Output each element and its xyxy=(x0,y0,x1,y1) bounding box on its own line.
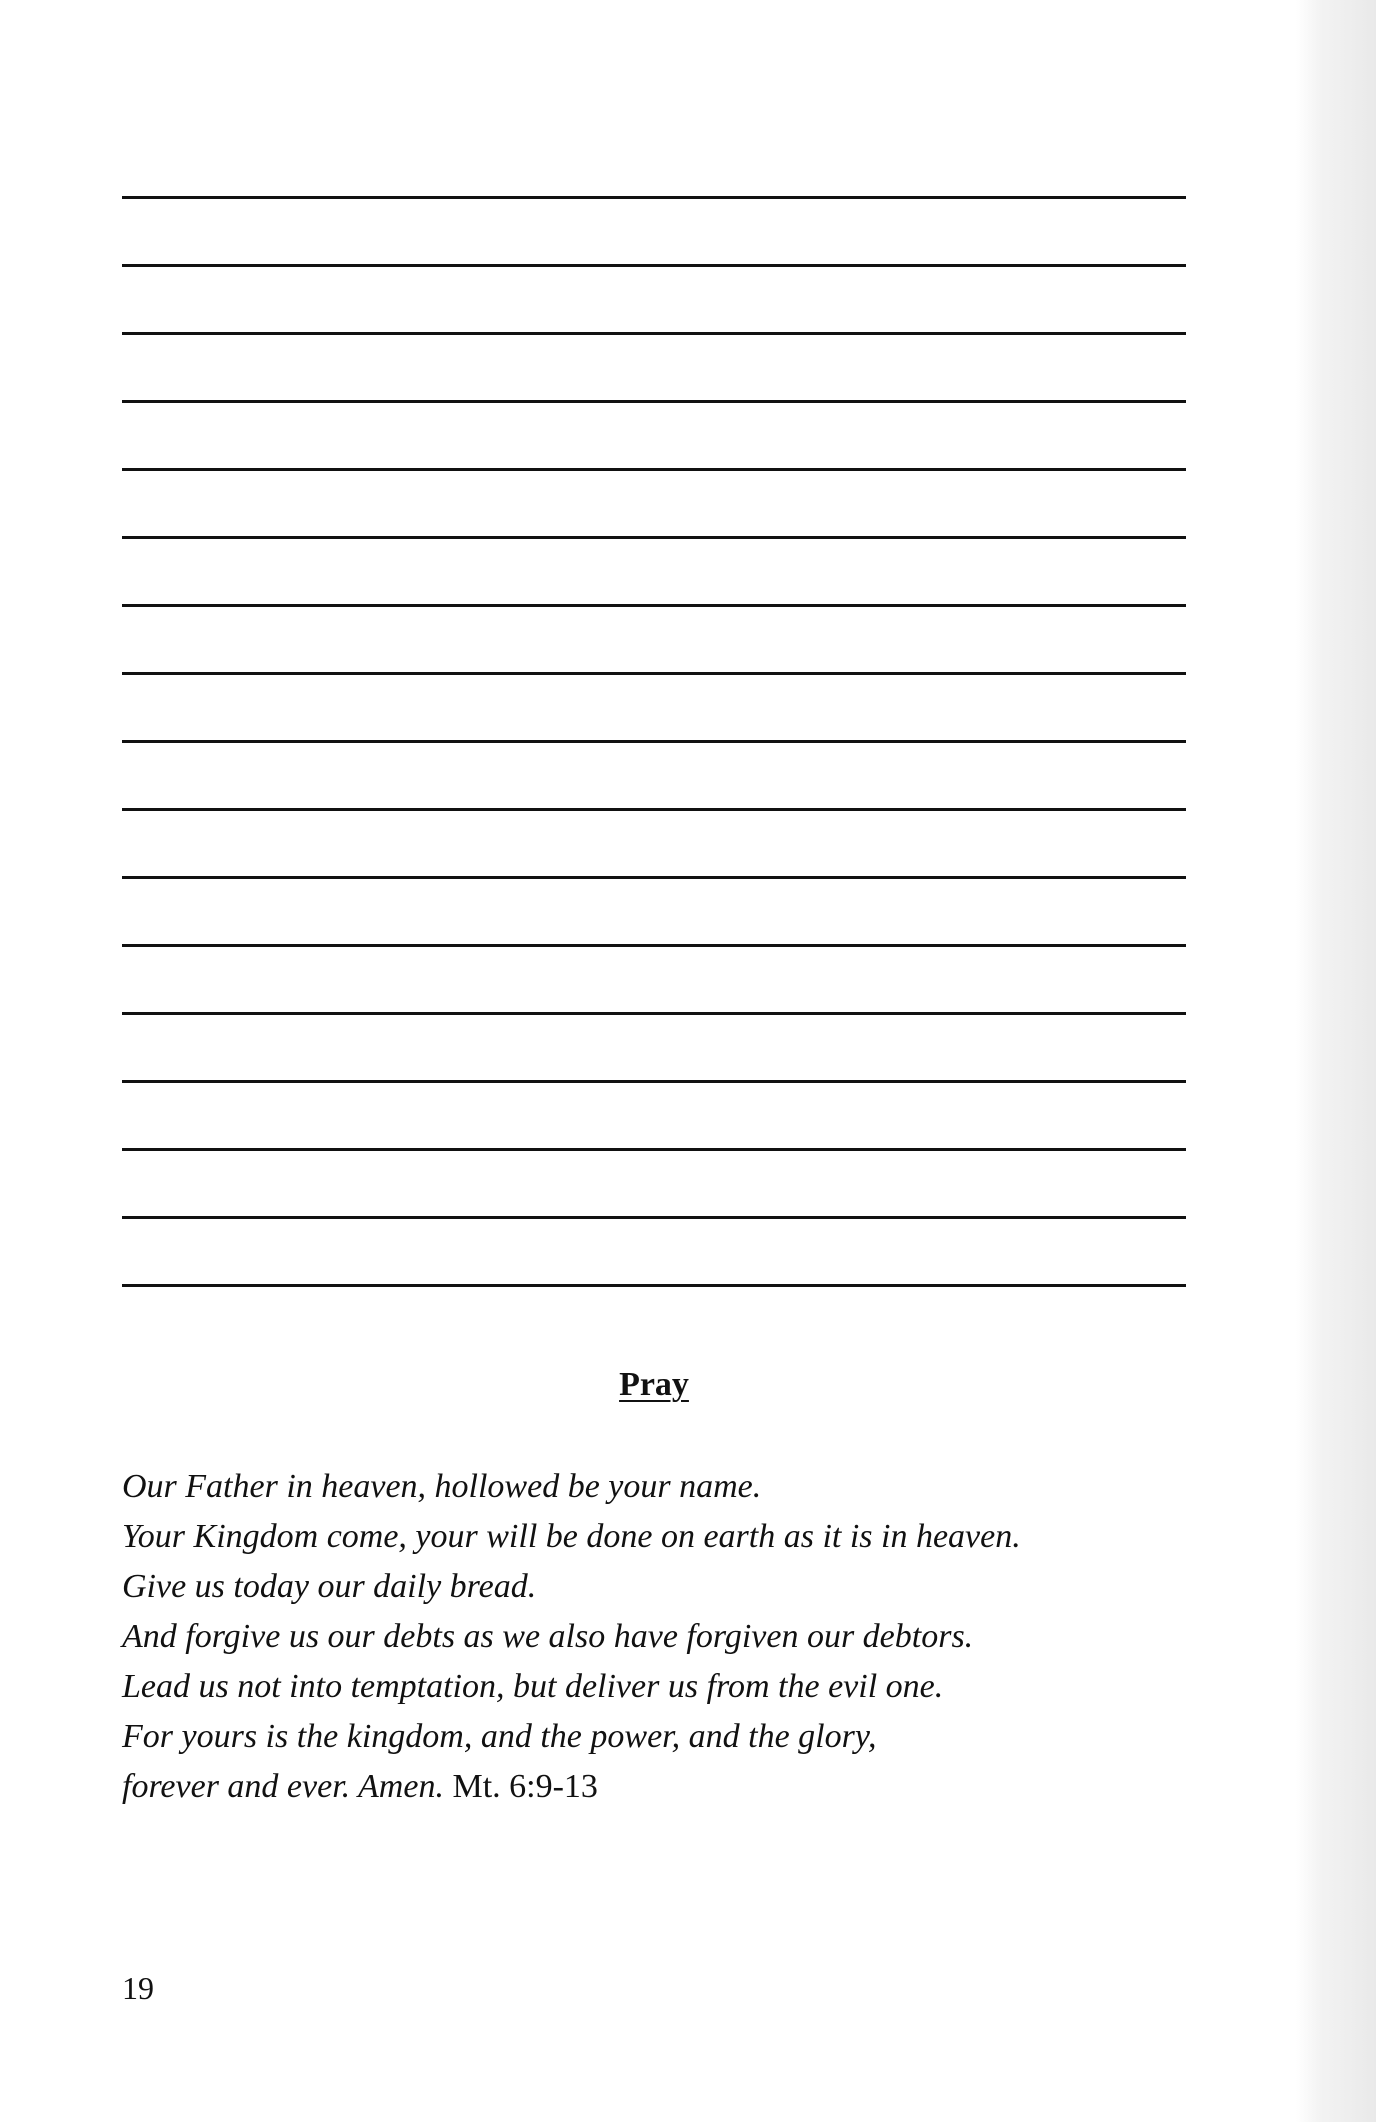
writing-line xyxy=(122,400,1186,468)
page-number: 19 xyxy=(122,1970,154,2006)
prayer-closing-line xyxy=(122,1762,1186,1812)
writing-line xyxy=(122,196,1186,264)
scripture-reference: Mt. 6:9-13 xyxy=(452,1768,598,1805)
writing-line xyxy=(122,604,1186,672)
writing-line xyxy=(122,1012,1186,1080)
writing-line xyxy=(122,536,1186,604)
prayer-line: For yours is the kingdom, and the power, and the glory, xyxy=(122,1718,877,1755)
writing-line xyxy=(122,808,1186,876)
writing-line xyxy=(122,876,1186,944)
prayer-line: And forgive us our debts as we also have forgiven our debtors. xyxy=(122,1618,974,1655)
prayer-line: Our Father in heaven, hollowed be your name. xyxy=(122,1468,762,1505)
writing-line xyxy=(122,468,1186,536)
writing-line xyxy=(122,1216,1186,1284)
writing-line xyxy=(122,1148,1186,1216)
writing-line xyxy=(122,740,1186,808)
writing-line xyxy=(122,1080,1186,1148)
writing-line xyxy=(122,672,1186,740)
prayer-line: Give us today our daily bread. xyxy=(122,1568,537,1605)
prayer-closing-text: forever and ever. Amen. xyxy=(122,1768,444,1805)
section-heading-pray: Pray xyxy=(619,1366,689,1403)
lords-prayer xyxy=(122,1462,1186,1812)
writing-lines xyxy=(122,196,1186,1352)
writing-line xyxy=(122,264,1186,332)
writing-line xyxy=(122,1284,1186,1352)
writing-line xyxy=(122,332,1186,400)
prayer-line: Your Kingdom come, your will be done on earth as it is in heaven. xyxy=(122,1518,1021,1555)
prayer-line: Lead us not into temptation, but deliver us from the evil one. xyxy=(122,1668,944,1705)
writing-line xyxy=(122,944,1186,1012)
page-edge-shadow xyxy=(1296,0,1376,2122)
